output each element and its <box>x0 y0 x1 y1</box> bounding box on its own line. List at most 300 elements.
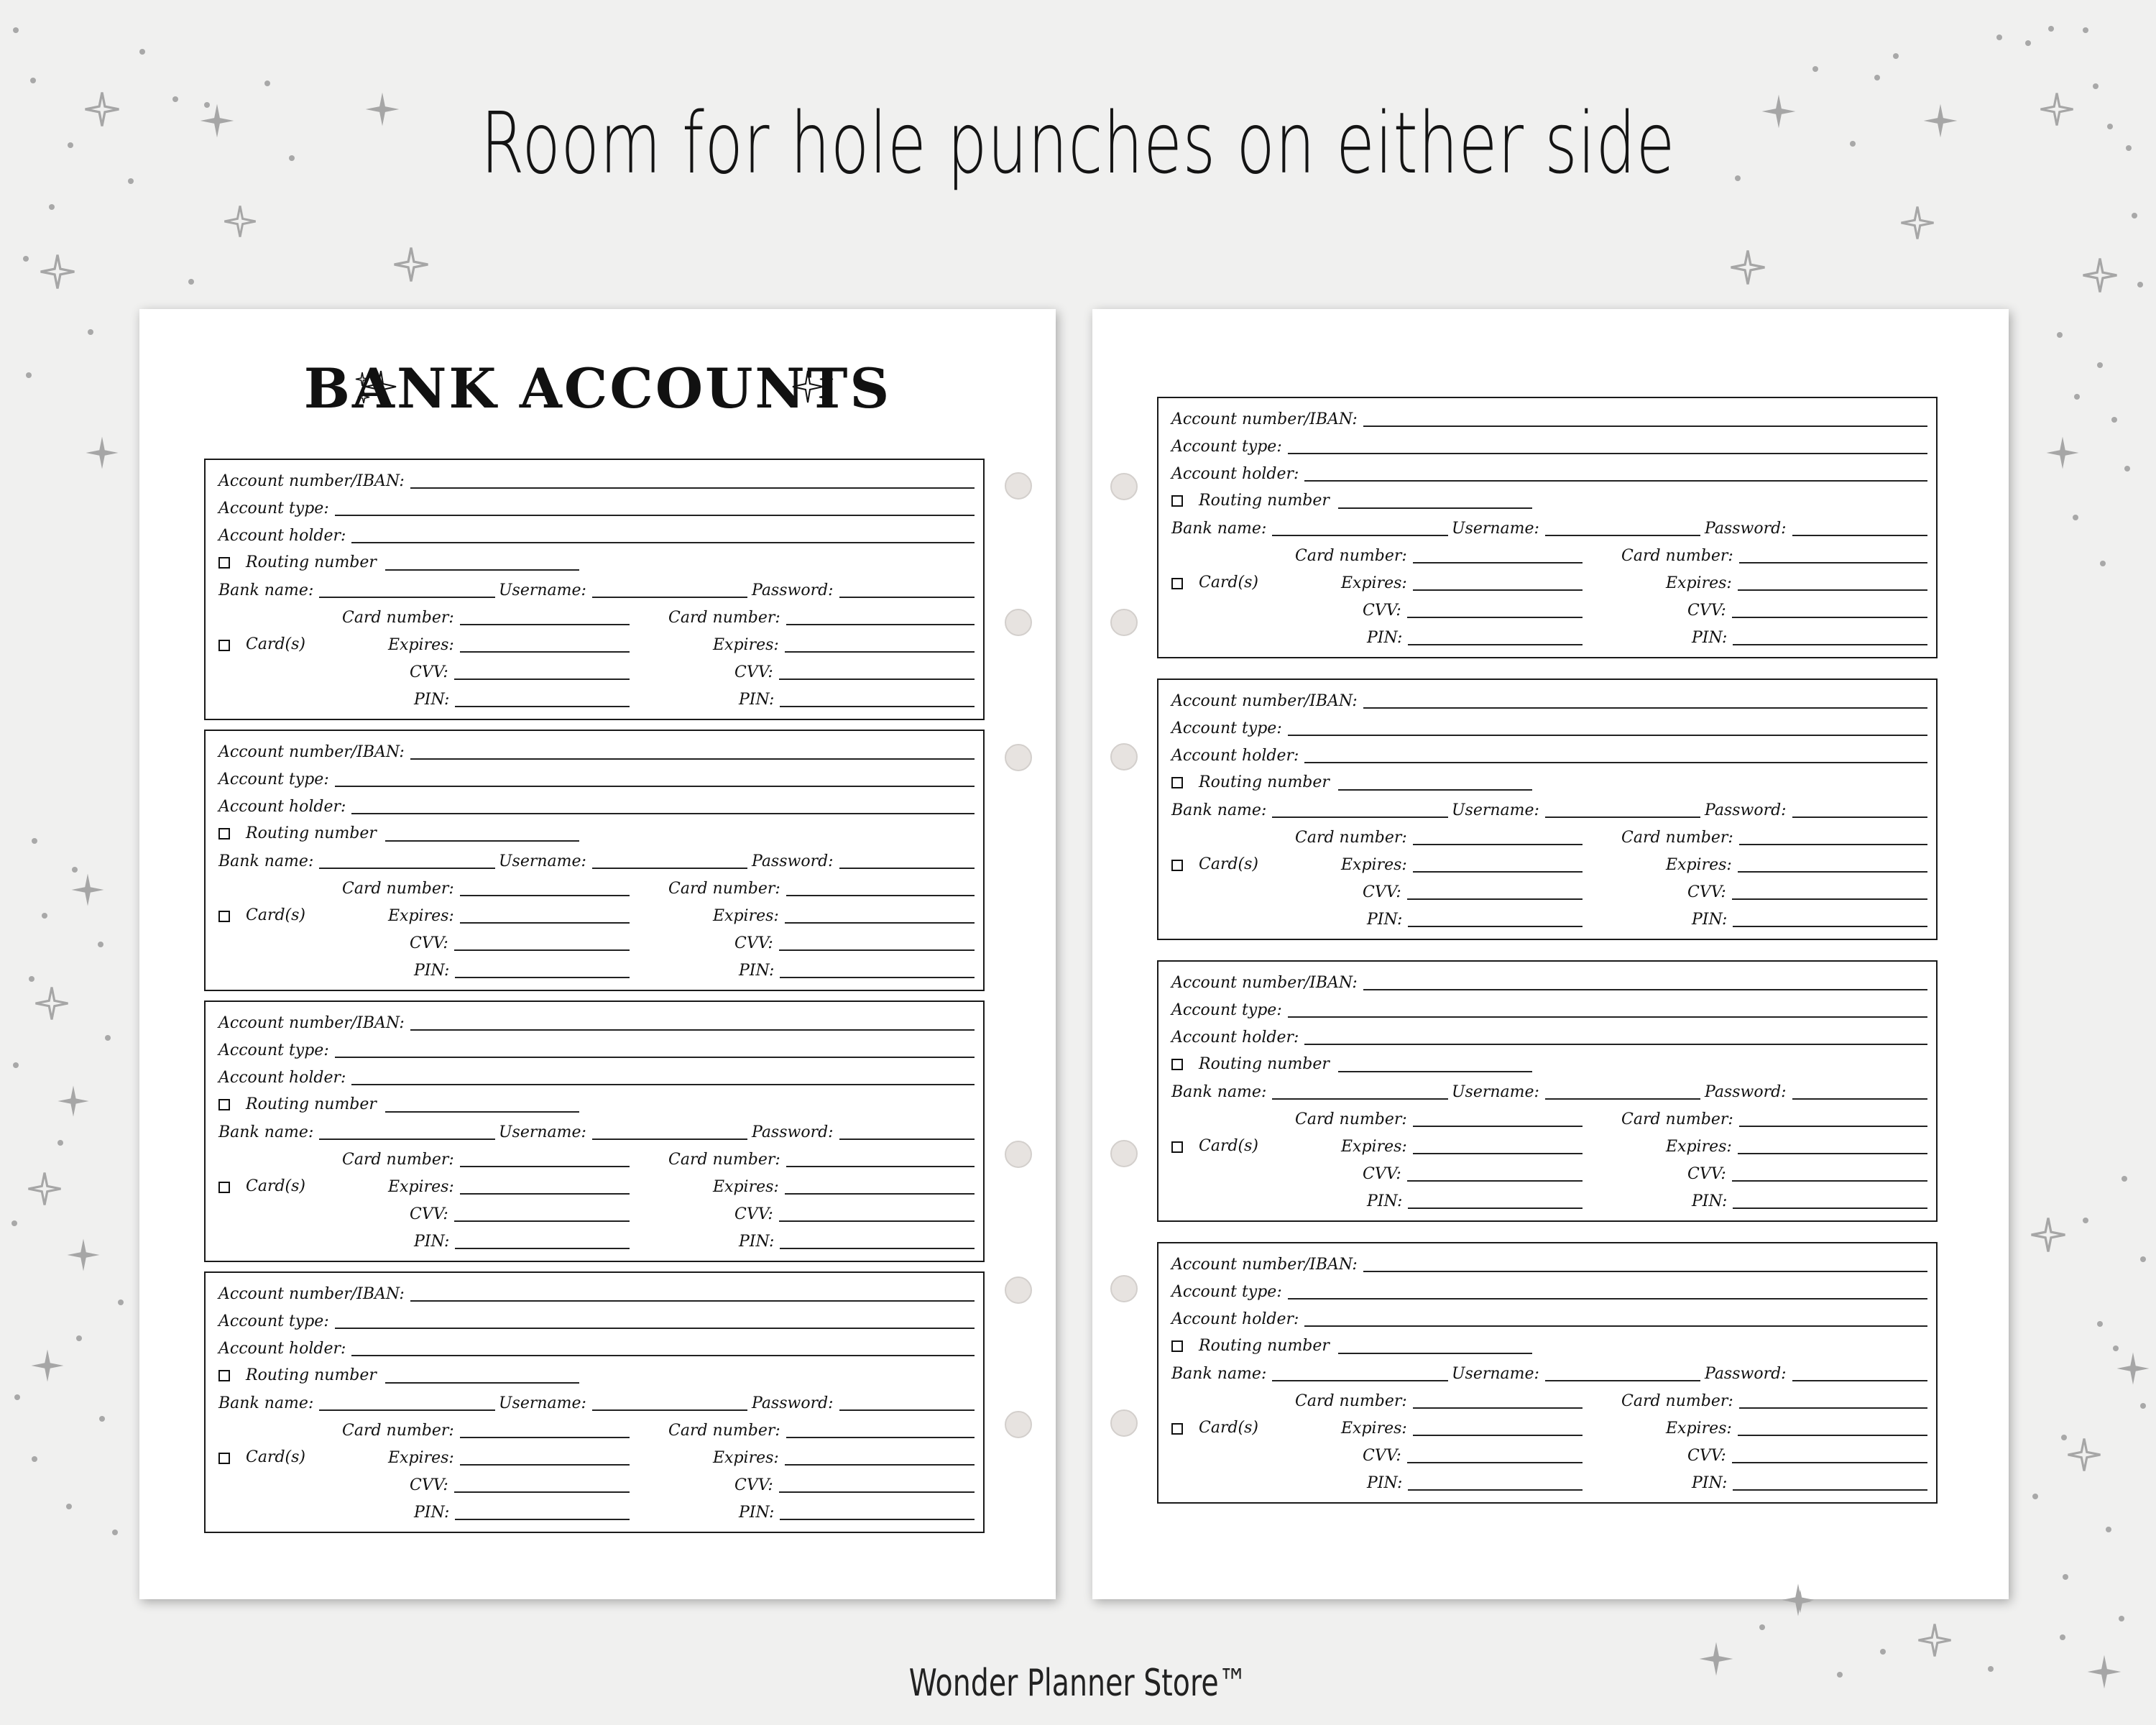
password-field-label: Password: <box>752 581 834 599</box>
card-number-field-1-line[interactable] <box>1413 844 1583 845</box>
pin-field-2-label: PIN: <box>739 691 775 709</box>
account-number-field-label: Account number/IBAN: <box>218 743 405 761</box>
pin-field-1-label: PIN: <box>1367 1474 1403 1492</box>
account-type-field-line[interactable] <box>1288 735 1927 736</box>
card-number-field-2-line[interactable] <box>786 624 975 625</box>
expires-field-2-label: Expires: <box>1666 574 1732 592</box>
password-field-line[interactable] <box>839 597 975 598</box>
pin-field-1-line[interactable] <box>455 977 630 978</box>
account-number-field <box>218 1012 975 1034</box>
account-number-field-line[interactable] <box>410 1029 975 1031</box>
account-number-field-label: Account number/IBAN: <box>1171 692 1358 710</box>
account-type-field <box>1171 717 1927 739</box>
cvv-field-2-label: CVV: <box>1687 602 1726 620</box>
cards-checkbox[interactable] <box>218 640 230 651</box>
password-field-line[interactable] <box>839 868 975 869</box>
pin-field-2-line[interactable] <box>780 977 975 978</box>
routing-number-label: Routing number <box>246 1095 377 1113</box>
account-holder-field-line[interactable] <box>351 542 975 543</box>
hole-punch-icon <box>1005 609 1032 636</box>
routing-number-label: Routing number <box>246 824 377 842</box>
bank-name-field-line[interactable] <box>319 868 495 869</box>
password-field-line[interactable] <box>1792 535 1927 536</box>
password-field-line[interactable] <box>1792 816 1927 818</box>
pin-field-2-label: PIN: <box>1692 1192 1728 1210</box>
pin-field-2-line[interactable] <box>1733 1208 1927 1209</box>
card-number-field-1-line[interactable] <box>460 1166 630 1167</box>
background-dot <box>2048 26 2054 32</box>
username-field-line[interactable] <box>1545 1098 1700 1100</box>
expires-field-2-label: Expires: <box>713 1449 779 1467</box>
account-block <box>1157 960 1938 1222</box>
bank-name-field <box>218 579 495 601</box>
username-field-line[interactable] <box>1545 816 1700 818</box>
card-number-field-2 <box>1621 545 1927 566</box>
routing-number-line[interactable] <box>1338 1353 1532 1354</box>
cvv-field-2-line[interactable] <box>1732 898 1927 900</box>
password-field-line[interactable] <box>839 1138 975 1140</box>
bank-name-field-label: Bank name: <box>1171 1083 1267 1101</box>
cvv-field-2-label: CVV: <box>1687 1447 1726 1465</box>
background-dot <box>1880 1649 1886 1655</box>
background-dot <box>2083 27 2088 33</box>
cvv-field-1-line[interactable] <box>1407 1180 1583 1182</box>
password-field-label: Password: <box>1705 1083 1787 1101</box>
pin-field-1-label: PIN: <box>1367 1192 1403 1210</box>
background-dot <box>2083 1218 2088 1223</box>
pin-field-1 <box>1367 627 1583 648</box>
routing-checkbox[interactable] <box>1171 777 1183 788</box>
account-number-field-line[interactable] <box>410 758 975 760</box>
expires-field-2-label: Expires: <box>1666 1138 1732 1156</box>
pin-field-1-line[interactable] <box>1408 1489 1583 1491</box>
password-field-line[interactable] <box>1792 1098 1927 1100</box>
expires-field-1-line[interactable] <box>1413 1435 1583 1436</box>
sparkle-star-icon <box>84 435 120 471</box>
routing-number-label: Routing number <box>1199 1337 1330 1355</box>
routing-number-label: Routing number <box>246 553 377 571</box>
sparkle-star-icon <box>198 102 236 139</box>
pin-field-2-label: PIN: <box>1692 629 1728 647</box>
card-number-field-2-label: Card number: <box>668 609 780 627</box>
account-holder-field <box>1171 463 1927 484</box>
cvv-field-2-label: CVV: <box>734 934 773 952</box>
routing-number-line[interactable] <box>1338 789 1532 791</box>
cvv-field-1 <box>410 661 630 683</box>
cvv-field-1-line[interactable] <box>1407 617 1583 618</box>
username-field-line[interactable] <box>592 597 747 598</box>
background-dot <box>2100 561 2106 566</box>
routing-number-line[interactable] <box>1338 1071 1532 1072</box>
cvv-field-1-line[interactable] <box>454 1491 630 1493</box>
card-number-field-1-line[interactable] <box>1413 1126 1583 1127</box>
bank-name-field-line[interactable] <box>1272 816 1448 818</box>
cvv-field-2-line[interactable] <box>779 678 975 680</box>
password-field-line[interactable] <box>1792 1380 1927 1381</box>
pin-field-1-line[interactable] <box>455 1519 630 1520</box>
background-dot <box>2137 282 2143 288</box>
cvv-field-1-label: CVV: <box>1363 1447 1401 1465</box>
pin-field-2-line[interactable] <box>1733 926 1927 927</box>
cvv-field-1-line[interactable] <box>1407 1462 1583 1463</box>
cvv-field-1-label: CVV: <box>1363 602 1401 620</box>
account-holder-field <box>218 525 975 546</box>
account-holder-field-line[interactable] <box>1304 1325 1927 1327</box>
card-number-field-2 <box>668 1149 975 1170</box>
background-dot <box>139 49 145 55</box>
expires-field-1-label: Expires: <box>1341 856 1407 874</box>
card-number-field-1-label: Card number: <box>1295 1110 1407 1128</box>
expires-field-1-line[interactable] <box>460 1193 630 1195</box>
password-field <box>1705 518 1927 539</box>
card-number-field-2-line[interactable] <box>786 895 975 896</box>
username-field-label: Username: <box>1452 801 1539 819</box>
background-dot <box>72 867 78 873</box>
card-number-field-2-label: Card number: <box>1621 1392 1733 1410</box>
account-type-field-line[interactable] <box>335 1057 975 1058</box>
pin-field-1-line[interactable] <box>455 706 630 707</box>
bank-name-field-label: Bank name: <box>218 1394 314 1412</box>
background-dot <box>2097 362 2103 368</box>
sparkle-star-icon <box>2045 435 2081 471</box>
cvv-field-1 <box>1363 881 1583 903</box>
background-dot <box>112 1530 118 1535</box>
cvv-field-1-line[interactable] <box>454 949 630 951</box>
account-holder-field-line[interactable] <box>1304 1044 1927 1045</box>
account-type-field-line[interactable] <box>335 786 975 787</box>
card-number-field-2-line[interactable] <box>786 1166 975 1167</box>
expires-field-1-label: Expires: <box>388 907 454 925</box>
account-type-field <box>1171 1281 1927 1302</box>
pin-field-1-label: PIN: <box>1367 911 1403 929</box>
expires-field-2-line[interactable] <box>785 651 975 653</box>
account-number-field-line[interactable] <box>410 1300 975 1302</box>
pin-field-2-line[interactable] <box>780 706 975 707</box>
pin-field-2-line[interactable] <box>780 1248 975 1249</box>
sparkle-star-icon <box>70 872 106 908</box>
cards-checkbox[interactable] <box>218 911 230 922</box>
sparkle-star-icon <box>1917 1622 1953 1658</box>
cards-label: Card(s) <box>246 1448 306 1466</box>
password-field-line[interactable] <box>839 1409 975 1411</box>
account-number-field-line[interactable] <box>1363 989 1927 990</box>
expires-field-2-line[interactable] <box>785 922 975 924</box>
sparkle-star-icon <box>2115 1351 2151 1386</box>
account-type-field-label: Account type: <box>1171 438 1282 456</box>
pin-field-2-line[interactable] <box>1733 1489 1927 1491</box>
routing-number-line[interactable] <box>385 840 579 842</box>
routing-number-label: Routing number <box>1199 1055 1330 1073</box>
bank-name-field-line[interactable] <box>1272 1380 1448 1381</box>
background-dot <box>2132 213 2137 218</box>
background-dot <box>1759 1624 1765 1630</box>
account-number-field-line[interactable] <box>1363 426 1927 427</box>
routing-number-line[interactable] <box>385 569 579 571</box>
bank-name-field-line[interactable] <box>319 1138 495 1140</box>
sparkle-star-icon <box>1899 205 1935 241</box>
routing-checkbox[interactable] <box>218 1370 230 1381</box>
account-holder-field <box>218 796 975 817</box>
card-number-field-1 <box>342 1149 630 1170</box>
sparkle-star-icon <box>223 204 257 239</box>
hole-punch-icon <box>1110 1140 1138 1167</box>
routing-checkbox[interactable] <box>1171 1059 1183 1070</box>
account-number-field-label: Account number/IBAN: <box>1171 410 1358 428</box>
sparkle-star-icon <box>1729 249 1766 286</box>
sparkle-star-icon <box>27 1171 63 1207</box>
routing-checkbox[interactable] <box>1171 1340 1183 1352</box>
account-holder-field-line[interactable] <box>1304 762 1927 763</box>
pin-field-1-label: PIN: <box>1367 629 1403 647</box>
expires-field-2-line[interactable] <box>1738 1153 1927 1154</box>
routing-checkbox[interactable] <box>218 557 230 569</box>
hole-punch-icon <box>1110 1275 1138 1302</box>
cvv-field-2 <box>734 1203 975 1225</box>
cvv-field-2-line[interactable] <box>1732 1462 1927 1463</box>
cvv-field-2-line[interactable] <box>1732 1180 1927 1182</box>
account-holder-field-label: Account holder: <box>218 798 346 816</box>
account-holder-field-label: Account holder: <box>218 1340 346 1358</box>
card-number-field-1 <box>342 878 630 899</box>
cvv-field-1-label: CVV: <box>410 1205 448 1223</box>
cvv-field-1-label: CVV: <box>410 1476 448 1494</box>
cards-checkbox[interactable] <box>218 1182 230 1193</box>
background-dot <box>2113 1346 2119 1351</box>
bank-name-field-label: Bank name: <box>1171 1365 1267 1383</box>
cards-checkbox[interactable] <box>218 1453 230 1464</box>
cvv-field-2-line[interactable] <box>779 1491 975 1493</box>
background-dot <box>1812 66 1818 72</box>
account-number-field-line[interactable] <box>410 487 975 489</box>
account-block <box>204 730 985 991</box>
account-holder-field-line[interactable] <box>351 1355 975 1356</box>
hole-punch-icon <box>1005 1276 1032 1304</box>
background-dot <box>30 78 36 83</box>
bank-name-field <box>1171 1363 1448 1384</box>
account-holder-field-line[interactable] <box>351 1084 975 1085</box>
card-number-field-2 <box>668 1420 975 1441</box>
card-number-field-2-label: Card number: <box>1621 547 1733 565</box>
background-dot <box>57 1140 63 1146</box>
pin-field-2-line[interactable] <box>780 1519 975 1520</box>
password-field-label: Password: <box>1705 801 1787 819</box>
background-dot <box>2060 1634 2065 1640</box>
cards-checkbox[interactable] <box>1171 1423 1183 1435</box>
card-number-field-2-line[interactable] <box>786 1437 975 1438</box>
hole-punch-icon <box>1005 1141 1032 1168</box>
card-number-field-1-line[interactable] <box>460 624 630 625</box>
card-number-field-2-line[interactable] <box>1739 1407 1927 1409</box>
pin-field-2-line[interactable] <box>1733 644 1927 645</box>
background-dot <box>2106 1527 2111 1532</box>
account-number-field-label: Account number/IBAN: <box>218 472 405 490</box>
cvv-field-1-line[interactable] <box>1407 898 1583 900</box>
username-field <box>1452 1081 1700 1103</box>
cards-checkbox[interactable] <box>1171 1141 1183 1153</box>
account-holder-field-label: Account holder: <box>218 1069 346 1087</box>
pin-field-1-line[interactable] <box>1408 1208 1583 1209</box>
username-field-line[interactable] <box>592 1409 747 1411</box>
expires-field-1 <box>1341 854 1583 875</box>
account-number-field-line[interactable] <box>1363 707 1927 709</box>
routing-checkbox[interactable] <box>218 828 230 840</box>
sparkles-icon-right <box>785 365 837 408</box>
card-number-field-1-label: Card number: <box>1295 829 1407 847</box>
expires-field-2-line[interactable] <box>1738 589 1927 591</box>
pin-field-1 <box>414 1230 630 1252</box>
expires-field-1-label: Expires: <box>388 636 454 654</box>
cvv-field-2-line[interactable] <box>1732 617 1927 618</box>
bank-name-field-line[interactable] <box>319 597 495 598</box>
username-field-line[interactable] <box>592 1138 747 1140</box>
username-field-line[interactable] <box>592 868 747 869</box>
account-block <box>1157 678 1938 940</box>
cvv-field-1-label: CVV: <box>1363 1165 1401 1183</box>
pin-field-2-label: PIN: <box>1692 911 1728 929</box>
account-block <box>204 1271 985 1533</box>
username-field-label: Username: <box>499 1123 586 1141</box>
sparkle-star-icon <box>56 1084 91 1118</box>
routing-checkbox[interactable] <box>1171 495 1183 507</box>
expires-field-2 <box>1666 854 1927 875</box>
expires-field-1-line[interactable] <box>460 922 630 924</box>
routing-number-label: Routing number <box>1199 492 1330 510</box>
expires-field-1-label: Expires: <box>1341 1138 1407 1156</box>
sparkle-star-icon <box>39 253 76 290</box>
pin-field-1 <box>414 1501 630 1523</box>
account-number-field <box>1171 972 1927 993</box>
account-holder-field <box>1171 1308 1927 1330</box>
account-type-field-line[interactable] <box>335 1328 975 1329</box>
card-number-field-1-line[interactable] <box>1413 1407 1583 1409</box>
card-number-field-1-line[interactable] <box>460 1437 630 1438</box>
background-dot <box>2073 515 2078 520</box>
card-number-field-2-label: Card number: <box>668 1151 780 1169</box>
card-number-field-1-line[interactable] <box>1413 562 1583 564</box>
account-type-field-line[interactable] <box>335 515 975 516</box>
routing-number-line[interactable] <box>385 1111 579 1113</box>
card-number-field-1-label: Card number: <box>1295 547 1407 565</box>
card-number-field-2-line[interactable] <box>1739 1126 1927 1127</box>
card-number-field-1-line[interactable] <box>460 895 630 896</box>
cards-checkbox[interactable] <box>1171 860 1183 871</box>
background-dot <box>13 27 19 33</box>
background-dot <box>128 178 134 184</box>
card-number-field-1 <box>1295 545 1583 566</box>
expires-field-1-line[interactable] <box>1413 589 1583 591</box>
cvv-field-1-line[interactable] <box>454 1220 630 1222</box>
account-number-field <box>1171 1254 1927 1275</box>
pin-field-2 <box>739 960 975 981</box>
pin-field-1-line[interactable] <box>1408 926 1583 927</box>
card-number-field-2-label: Card number: <box>1621 1110 1733 1128</box>
expires-field-1-line[interactable] <box>460 1464 630 1466</box>
account-number-field-line[interactable] <box>1363 1271 1927 1272</box>
account-type-field-line[interactable] <box>1288 1016 1927 1018</box>
account-type-field-label: Account type: <box>1171 1001 1282 1019</box>
background-dot <box>2119 1616 2124 1622</box>
expires-field-2-line[interactable] <box>785 1193 975 1195</box>
hole-punch-icon <box>1005 744 1032 771</box>
bank-name-field-line[interactable] <box>319 1409 495 1411</box>
routing-checkbox[interactable] <box>218 1099 230 1110</box>
pin-field-1-line[interactable] <box>455 1248 630 1249</box>
cards-checkbox[interactable] <box>1171 578 1183 589</box>
username-field-label: Username: <box>499 1394 586 1412</box>
password-field-label: Password: <box>1705 520 1787 538</box>
bank-name-field-line[interactable] <box>1272 1098 1448 1100</box>
expires-field-1 <box>388 1447 630 1468</box>
bank-name-field <box>1171 799 1448 821</box>
account-holder-field-label: Account holder: <box>1171 1310 1299 1328</box>
cvv-field-2-label: CVV: <box>734 663 773 681</box>
cvv-field-1-line[interactable] <box>454 678 630 680</box>
expires-field-1-line[interactable] <box>1413 871 1583 873</box>
username-field-label: Username: <box>499 852 586 870</box>
background-dot <box>42 913 47 919</box>
cvv-field-2-line[interactable] <box>779 949 975 951</box>
account-holder-field-label: Account holder: <box>1171 747 1299 765</box>
account-number-field <box>218 470 975 492</box>
background-dot <box>1850 141 1856 147</box>
cards-label: Card(s) <box>1199 574 1259 592</box>
background-dot <box>188 279 194 285</box>
bank-name-field-line[interactable] <box>1272 535 1448 536</box>
account-holder-field <box>218 1067 975 1088</box>
background-dot <box>76 1335 82 1341</box>
account-type-field <box>218 497 975 519</box>
expires-field-1 <box>1341 1417 1583 1439</box>
username-field-line[interactable] <box>1545 1380 1700 1381</box>
expires-field-2 <box>713 1447 975 1468</box>
right-page <box>1092 309 2009 1599</box>
pin-field-1-line[interactable] <box>1408 644 1583 645</box>
bank-name-field-label: Bank name: <box>218 852 314 870</box>
sparkle-star-icon <box>83 91 121 128</box>
cvv-field-2-line[interactable] <box>779 1220 975 1222</box>
cvv-field-1-label: CVV: <box>1363 883 1401 901</box>
expires-field-1-label: Expires: <box>1341 1420 1407 1438</box>
sparkle-star-icon <box>2066 1437 2102 1473</box>
expires-field-2-line[interactable] <box>785 1464 975 1466</box>
account-holder-field <box>1171 1026 1927 1048</box>
cvv-field-2-label: CVV: <box>734 1205 773 1223</box>
cards-label: Card(s) <box>246 635 306 653</box>
account-holder-field-line[interactable] <box>1304 480 1927 482</box>
expires-field-1-line[interactable] <box>1413 1153 1583 1154</box>
background-dot <box>1735 175 1741 181</box>
expires-field-1-label: Expires: <box>388 1178 454 1196</box>
username-field-line[interactable] <box>1545 535 1700 536</box>
password-field <box>1705 1363 1927 1384</box>
card-number-field-2-line[interactable] <box>1739 562 1927 564</box>
account-holder-field-line[interactable] <box>351 813 975 814</box>
expires-field-2-line[interactable] <box>1738 871 1927 873</box>
expires-field-2 <box>713 1176 975 1197</box>
background-dot <box>2074 394 2080 400</box>
account-type-field-line[interactable] <box>1288 1298 1927 1300</box>
background-dot <box>2140 1256 2146 1262</box>
cvv-field-1-label: CVV: <box>410 934 448 952</box>
expires-field-1-line[interactable] <box>460 651 630 653</box>
sparkles-icon-left <box>352 365 404 408</box>
routing-number-line[interactable] <box>1338 507 1532 509</box>
account-type-field-line[interactable] <box>1288 453 1927 454</box>
expires-field-2-line[interactable] <box>1738 1435 1927 1436</box>
card-number-field-2-line[interactable] <box>1739 844 1927 845</box>
card-number-field-2-label: Card number: <box>668 1422 780 1440</box>
routing-number-line[interactable] <box>385 1382 579 1384</box>
